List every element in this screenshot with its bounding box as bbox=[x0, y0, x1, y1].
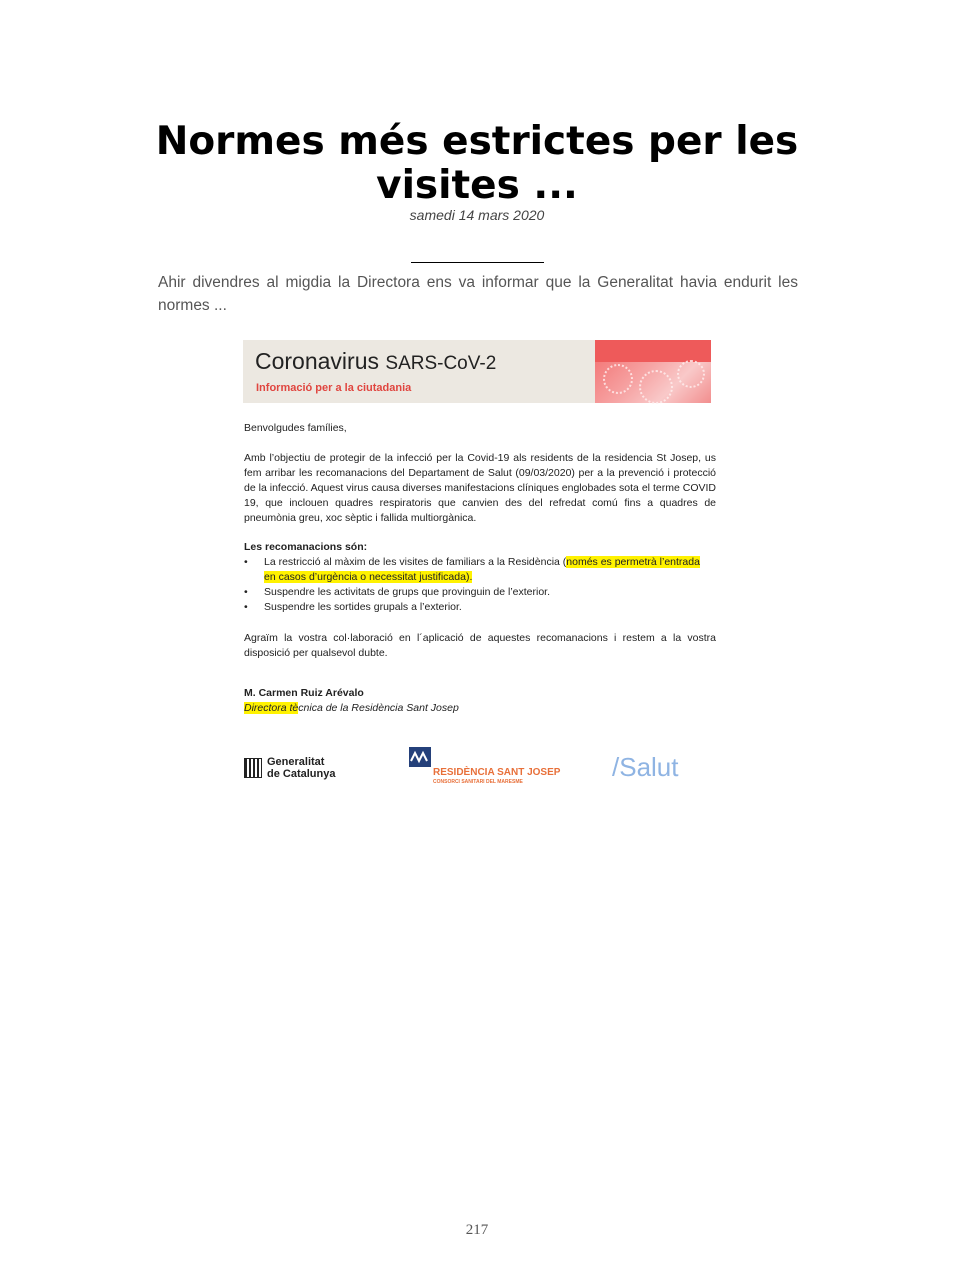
banner-subtitle: Informació per a la ciutadania bbox=[256, 382, 412, 394]
letter-paragraph: Amb l’objectiu de protegir de la infecció per la Covid-19 als residents de la residencia St Josep, us fem arribar les recomanacions del Departament de Salut (09/03/2020) per a la prevenció i protecció de la infecció. Aquest virus causa diverses manifestacions clíniques englobades sota el terme COVID 19, que inclouen quadres respiratoris que canvien des del refredat comú fins a quadres de pneumònia greu, xoc sèptic i fallida multiorgànica. bbox=[244, 452, 716, 524]
salut-logo: /Salut bbox=[612, 752, 679, 782]
letter-image: Coronavirus SARS-CoV-2 Informació per a la ciutadania Benvolgudes famílies, Amb l’objectiu de protegir de la infecció per la Covid-19 als residents de la residencia St Josep, us fem arribar les recomanacions del Departament de Salut (09/03/2020) per a la prevenció i protecció de la infecció. Aquest virus causa diverses manifestacions clíniques englobades sota el terme COVID 19, que inclouen quadres respiratoris que canvien des del refredat comú fins a quadres de pneumònia greu, xoc sèptic i fallida multiorgànica. Les recomanacions són: • La restricció al màxim de les visites de familiars a la Residència (només es permetrà l’entrada en casos d’urgència o necessitat justificada). • Suspendre les activitats de grups que provinguin de l’exterior. • Suspendre les sortides grupals a l’exterior. Agraïm la vostra col·laboració en l´aplicació de aquestes recomanacions i restem a la vostra disposició per qualsevol dubte. M. Carmen Ruiz Arévalo Directora tècnica de la Residència Sant Josep Generalitat de Catalunya RESIDÈNCIA SANT JOSEP CONSORCI SANITARI DEL MARESME /Salut bbox=[238, 336, 722, 790]
residencia-emblem-icon bbox=[409, 747, 431, 767]
divider bbox=[411, 262, 544, 263]
signature-role: Directora tècnica de la Residència Sant Josep bbox=[244, 702, 459, 714]
article-title: Normes més estrictes per les visites ... bbox=[155, 119, 799, 208]
page-number: 217 bbox=[465, 1222, 489, 1238]
recommendations-heading: Les recomanacions són: bbox=[244, 541, 368, 553]
letter-closing: Agraïm la vostra col·laboració en l´aplicació de aquestes recomanacions i restem a la vostra disposició per qualsevol dubte. bbox=[244, 632, 716, 659]
banner-title: Coronavirus SARS-CoV-2 bbox=[255, 348, 497, 374]
letter-greeting: Benvolgudes famílies, bbox=[244, 422, 347, 434]
article-intro: Ahir divendres al migdia la Directora ens va informar que la Generalitat havia endurit les normes ... bbox=[158, 274, 798, 314]
logo-row: Generalitat de Catalunya RESIDÈNCIA SANT JOSEP CONSORCI SANITARI DEL MARESME /Salut bbox=[238, 744, 722, 790]
generalitat-emblem-icon bbox=[244, 758, 262, 778]
letter-banner bbox=[243, 340, 711, 403]
virus-illustration bbox=[595, 340, 711, 403]
signature-name: M. Carmen Ruiz Arévalo bbox=[244, 687, 364, 699]
article-date: samedi 14 mars 2020 bbox=[409, 207, 545, 223]
